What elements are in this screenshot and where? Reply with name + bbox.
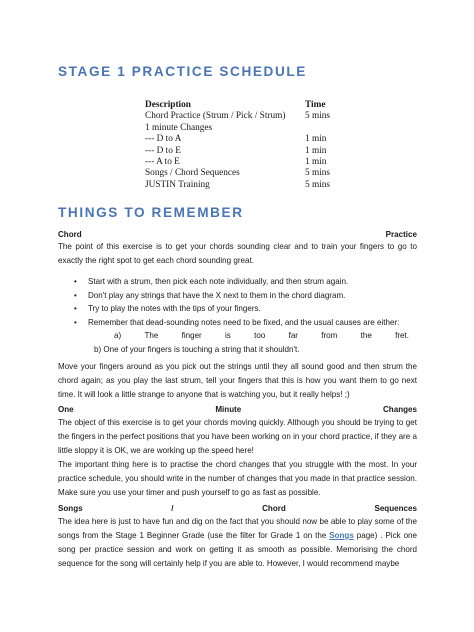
word: One	[58, 405, 74, 414]
practice-label: Practice	[385, 230, 417, 239]
row-time: 1 min	[305, 157, 327, 168]
col-time: Time	[305, 100, 326, 110]
chord-practice-outro: Move your fingers around as you pick out the strings until they all sound good and then strum the chord again; as you play the last strum, tell your fingers that this is how you want them to go next time. It will look a little strange to anyone that is watching you, but it really helps! ;)	[58, 362, 417, 399]
one-minute-p1: The object of this exercise is to get your chords moving quickly. Although you should be trying to get the fingers in the perfect positions that you have been working on in your chord practice, if they are a little sloppy it is OK, we are working up the speed here!	[58, 418, 417, 455]
list-item-text: Start with a strum, then pick each note individually, and then strum again.	[88, 277, 349, 286]
stage-heading: STAGE 1 PRACTICE SCHEDULE	[58, 64, 307, 79]
things-heading: THINGS TO REMEMBER	[58, 205, 244, 220]
sub-item-b: b) One of your fingers is touching a string that it shouldn't.	[94, 344, 300, 354]
list-item-text: Remember that dead-sounding notes need to be fixed, and the usual causes are either:	[88, 317, 400, 327]
word: Chord	[262, 504, 286, 513]
list-item	[74, 302, 417, 316]
list-item	[74, 289, 417, 303]
word: finger	[181, 331, 202, 340]
word: Songs	[58, 504, 83, 513]
list-item	[74, 275, 417, 289]
schedule-table	[145, 100, 335, 191]
word: the	[360, 331, 372, 340]
row-desc: 1 minute Changes	[145, 122, 213, 133]
word: Changes	[383, 405, 417, 414]
row-desc: Chord Practice (Strum / Pick / Strum)	[145, 111, 286, 122]
word: far	[288, 331, 298, 340]
word: from	[321, 331, 338, 340]
songs-text-after: page) . Pick one song per practice session and work on getting it as smooth as possible. Memorising the chord sequence for the song will certainly help if you are able to. However, I would recommend maybe	[58, 530, 418, 568]
word: Minute	[215, 405, 242, 414]
list-item-text: Try to play the notes with the tips of your fingers.	[88, 304, 261, 313]
songs-link[interactable]: Songs	[329, 530, 354, 540]
row-desc: Songs / Chord Sequences	[145, 168, 240, 179]
row-desc: --- D to E	[145, 145, 181, 156]
one-minute-p2: The important thing here is to practise the chord changes that you struggle with the most. In your practice schedule, you should write in the number of changes that you made in that practice session. Make sure you use your timer and push yourself to go as fast as possible.	[58, 460, 417, 497]
list-item-text: Don't play any strings that have the X next to them in the chord diagram.	[88, 290, 346, 300]
word: The	[144, 331, 159, 340]
word: Sequences	[374, 504, 417, 513]
schedule-row	[145, 180, 335, 191]
songs-text-before: The idea here is just to have fun and dig on the fact that you should now be able to play some of the songs from the Stage 1 Beginner Grade (use the filter for Grade 1 on the	[58, 517, 417, 540]
chord-practice-intro: The point of this exercise is to get your chords sounding clear and to train your fingers to go to exactly the right spot to get each chord sounding great.	[58, 242, 417, 265]
row-time: 1 min	[305, 145, 327, 156]
schedule-row	[145, 134, 335, 145]
chord-practice-bullets	[74, 275, 417, 356]
word: is	[225, 331, 231, 340]
schedule-row	[145, 168, 335, 179]
row-desc: --- D to A	[145, 134, 182, 145]
schedule-row	[145, 146, 335, 157]
word: a)	[114, 331, 122, 340]
word: /	[171, 504, 174, 513]
bullet-icon: •	[74, 304, 77, 313]
schedule-row	[145, 157, 335, 168]
list-item	[74, 316, 417, 330]
schedule-row	[145, 123, 335, 134]
word: too	[254, 331, 266, 340]
row-time: 5 mins	[305, 179, 331, 190]
row-time: 1 min	[305, 134, 327, 145]
chord-label: Chord	[58, 230, 82, 239]
schedule-header	[145, 100, 335, 111]
bullet-icon: •	[74, 290, 77, 300]
schedule-row	[145, 111, 335, 122]
word: fret.	[395, 331, 409, 340]
row-time	[305, 123, 335, 134]
row-time: 5 mins	[305, 168, 331, 179]
col-description: Description	[145, 100, 191, 110]
songs-paragraph	[58, 515, 417, 571]
songs-heading	[58, 502, 417, 516]
bullet-icon: •	[74, 317, 77, 327]
row-desc: --- A to E	[145, 157, 180, 168]
one-minute-heading	[58, 403, 417, 417]
row-desc: JUSTIN Training	[145, 179, 210, 190]
row-time: 5 mins	[305, 111, 331, 122]
sub-item-a	[74, 329, 417, 343]
bullet-icon: •	[74, 277, 77, 286]
